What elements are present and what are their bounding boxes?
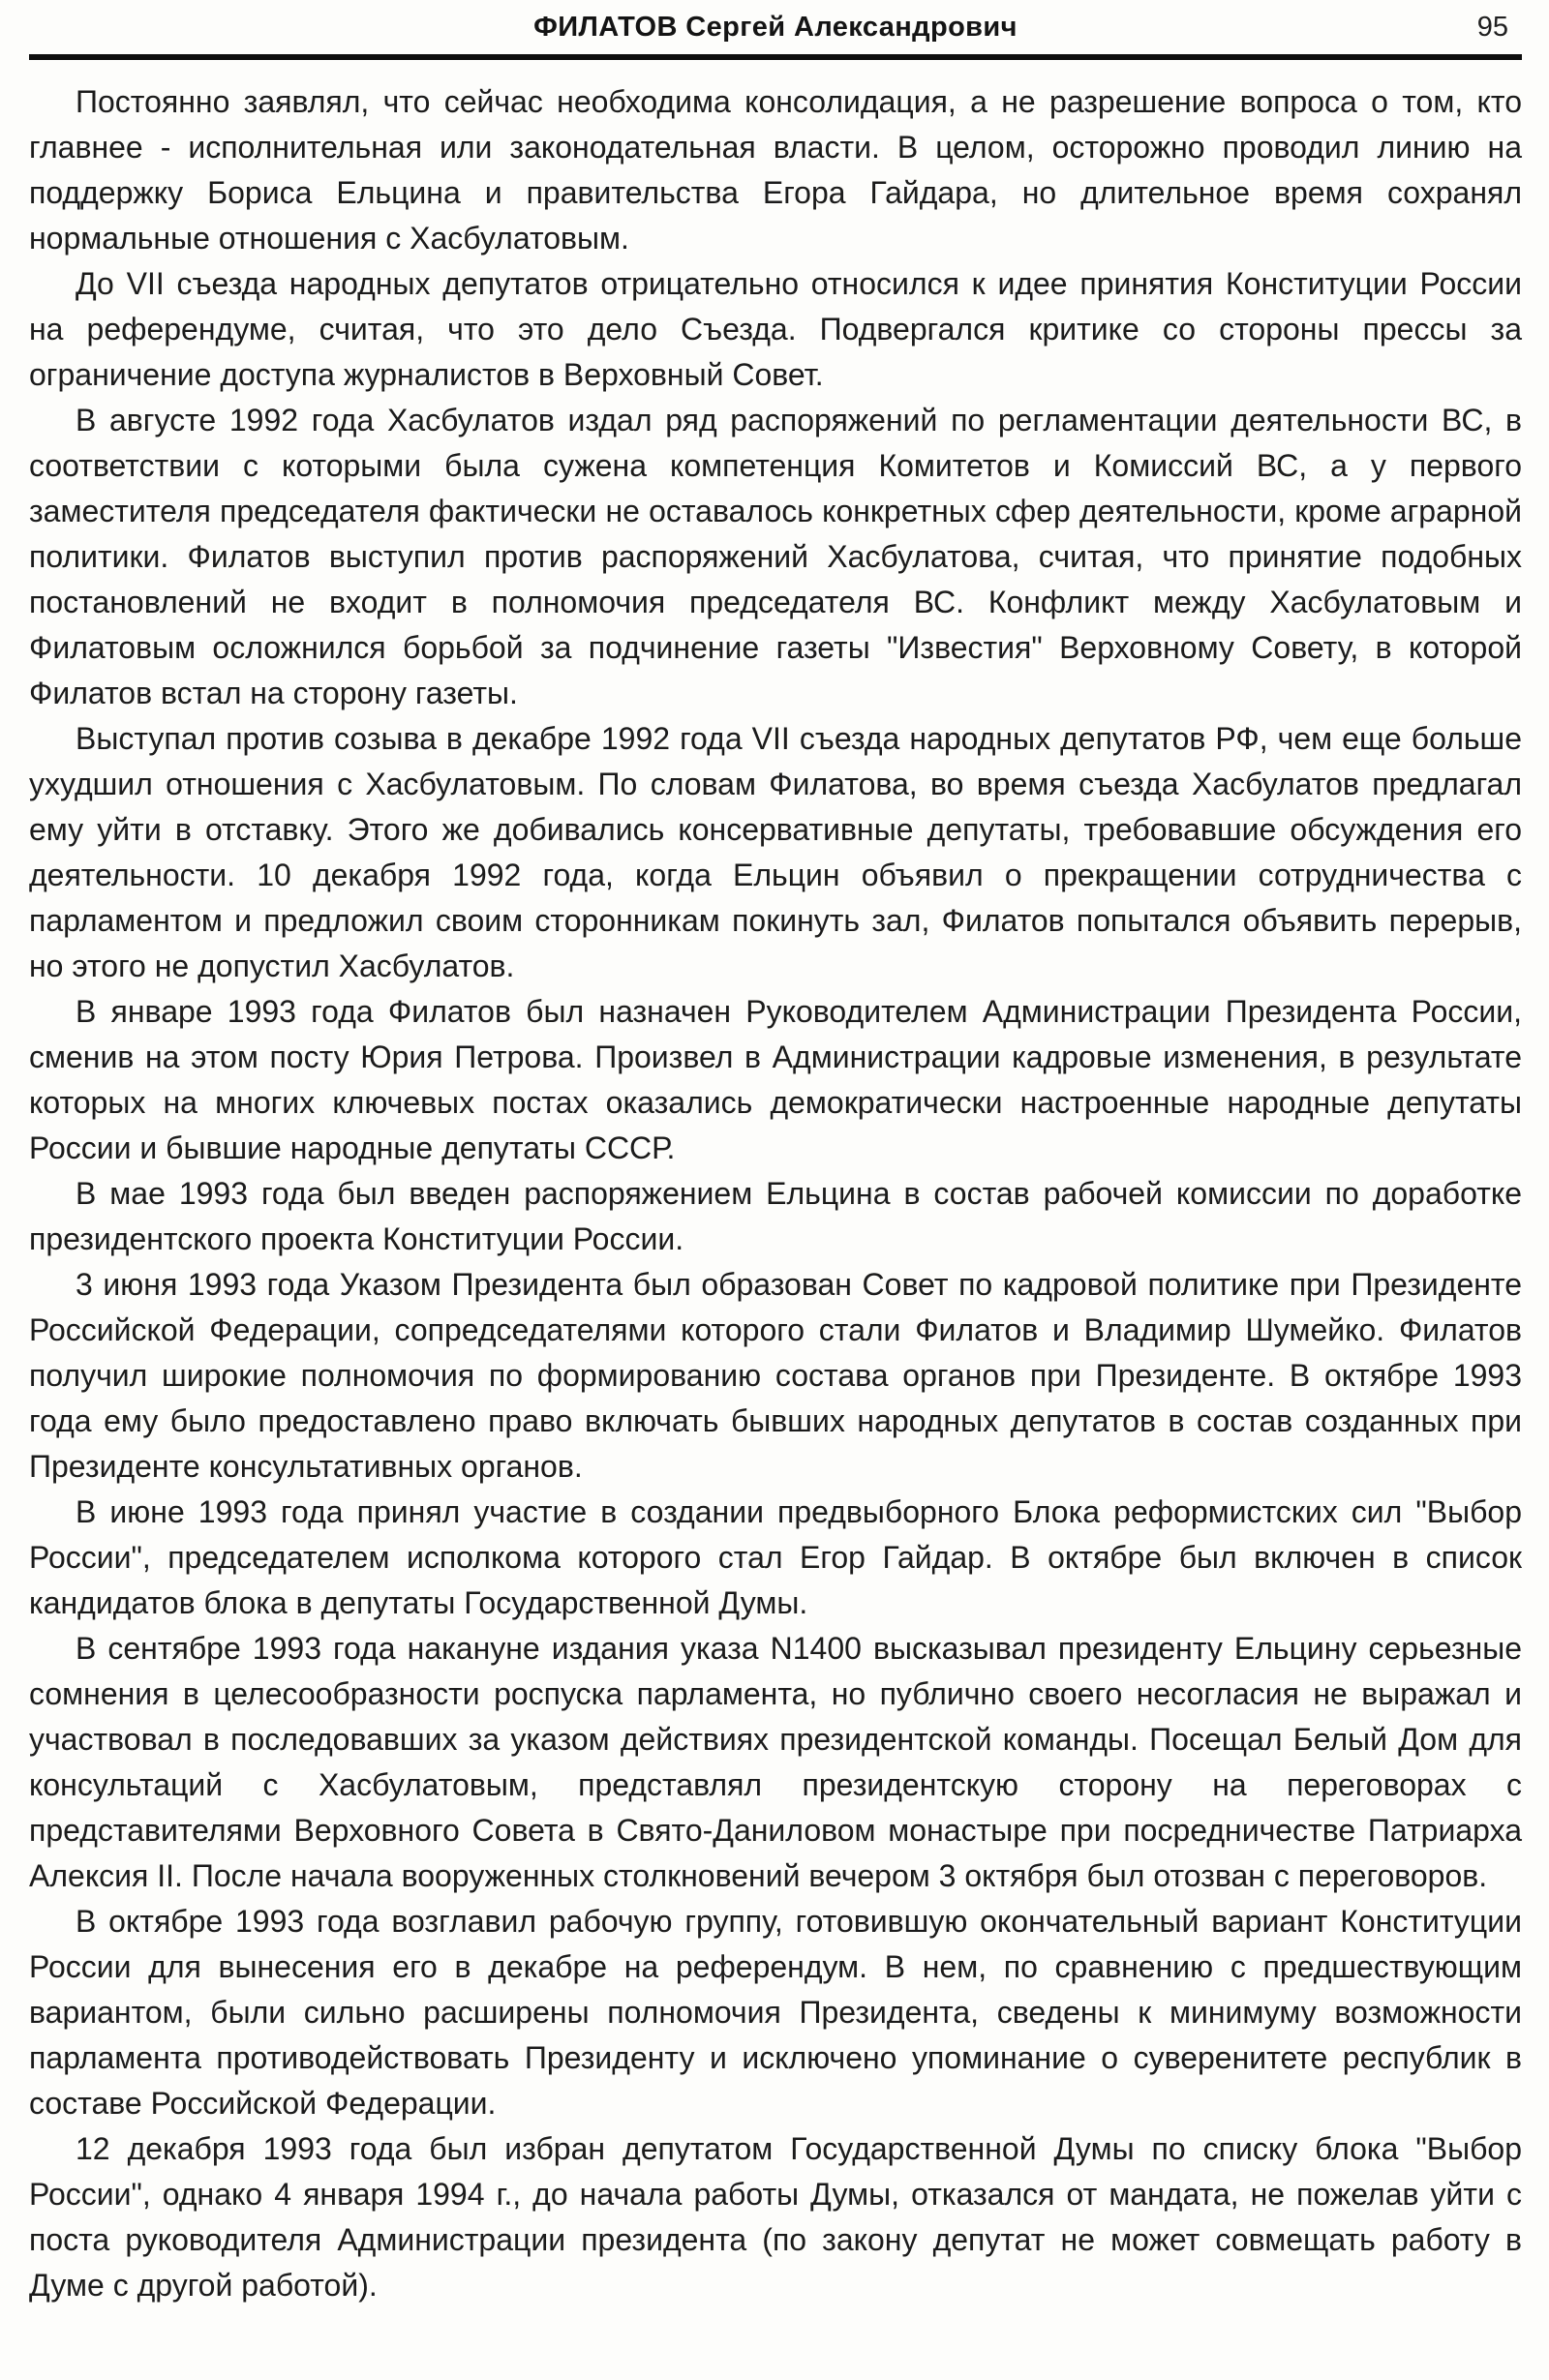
- page-header: [29, 10, 1522, 52]
- header-divider: [29, 54, 1522, 60]
- paragraph: В сентябре 1993 года накануне издания указа N1400 высказывал президенту Ельцину серьезные сомнения в целесообразности роспуска парламента, но публично своего несогласия не выражал и участвовал в последовавших за указом действиях президентской команды. Посещал Белый Дом для консультаций с Хасбулатовым, представлял президентскую сторону на переговорах с представителями Верховного Совета в Свято-Даниловом монастыре при посредничестве Патриарха Алексия II. После начала вооруженных столкновений вечером 3 октября был отозван с переговоров.: [29, 1631, 1522, 1893]
- paragraph: В августе 1992 года Хасбулатов издал ряд распоряжений по регламентации деятельности ВС, в соответствии с которыми была сужена компетенция Комитетов и Комиссий ВС, а у первого заместителя председателя фактически не оставалось конкретных сфер деятельности, кроме аграрной политики. Филатов выступил против распоряжений Хасбулатова, считая, что принятие подобных постановлений не входит в полномочия председателя ВС. Конфликт между Хасбулатовым и Филатовым осложнился борьбой за подчинение газеты "Известия" Верховному Совету, в которой Филатов встал на сторону газеты.: [29, 403, 1522, 710]
- paragraph: В октябре 1993 года возглавил рабочую группу, готовившую окончательный вариант Конституции России для вынесения его в декабре на референдум. В нем, по сравнению с предшествующим вариантом, были сильно расширены полномочия Президента, сведены к минимуму возможности парламента противодействовать Президенту и исключено упоминание о суверенитете республик в составе Российской Федерации.: [29, 1904, 1522, 2121]
- paragraph: 12 декабря 1993 года был избран депутатом Государственной Думы по списку блока "Выбор России", однако 4 января 1994 г., до начала работы Думы, отказался от мандата, не пожелав уйти с поста руководителя Администрации президента (по закону депутат не может совмещать работу в Думе с другой работой).: [29, 2131, 1522, 2303]
- page-content: [29, 79, 1522, 2308]
- paragraph: Постоянно заявлял, что сейчас необходима консолидация, а не разрешение вопроса о том, кто главнее - исполнительная или законодательная власти. В целом, осторожно проводил линию на поддержку Бориса Ельцина и правительства Егора Гайдара, но длительное время сохранял нормальные отношения с Хасбулатовым.: [29, 84, 1522, 256]
- paragraph: До VII съезда народных депутатов отрицательно относился к идее принятия Конституции России на референдуме, считая, что это дело Съезда. Подвергался критике со стороны прессы за ограничение доступа журналистов в Верховный Совет.: [29, 266, 1522, 392]
- page-title: ФИЛАТОВ Сергей Александрович: [533, 12, 1017, 43]
- paragraph: 3 июня 1993 года Указом Президента был образован Совет по кадровой политике при Президенте Российской Федерации, сопредседателями которого стали Филатов и Владимир Шумейко. Филатов получил широкие полномочия по формированию состава органов при Президенте. В октябре 1993 года ему было предоставлено право включать бывших народных депутатов в состав созданных при Президенте консультативных органов.: [29, 1267, 1522, 1484]
- paragraph: Выступал против созыва в декабре 1992 года VII съезда народных депутатов РФ, чем еще больше ухудшил отношения с Хасбулатовым. По словам Филатова, во время съезда Хасбулатов предлагал ему уйти в отставку. Этого же добивались консервативные депутаты, требовавшие обсуждения его деятельности. 10 декабря 1992 года, когда Ельцин объявил о прекращении сотрудничества с парламентом и предложил своим сторонникам покинуть зал, Филатов попытался объявить перерыв, но этого не допустил Хасбулатов.: [29, 721, 1522, 983]
- page-number: 95: [1476, 12, 1508, 43]
- paragraph: В мае 1993 года был введен распоряжением Ельцина в состав рабочей комиссии по доработке президентского проекта Конституции России.: [29, 1176, 1522, 1256]
- paragraph: В январе 1993 года Филатов был назначен Руководителем Администрации Президента России, сменив на этом посту Юрия Петрова. Произвел в Администрации кадровые изменения, в результате которых на многих ключевых постах оказались демократически настроенные народные депутаты России и бывшие народные депутаты СССР.: [29, 994, 1522, 1165]
- paragraph: В июне 1993 года принял участие в создании предвыборного Блока реформистских сил "Выбор России", председателем исполкома которого стал Егор Гайдар. В октябре был включен в список кандидатов блока в депутаты Государственной Думы.: [29, 1494, 1522, 1620]
